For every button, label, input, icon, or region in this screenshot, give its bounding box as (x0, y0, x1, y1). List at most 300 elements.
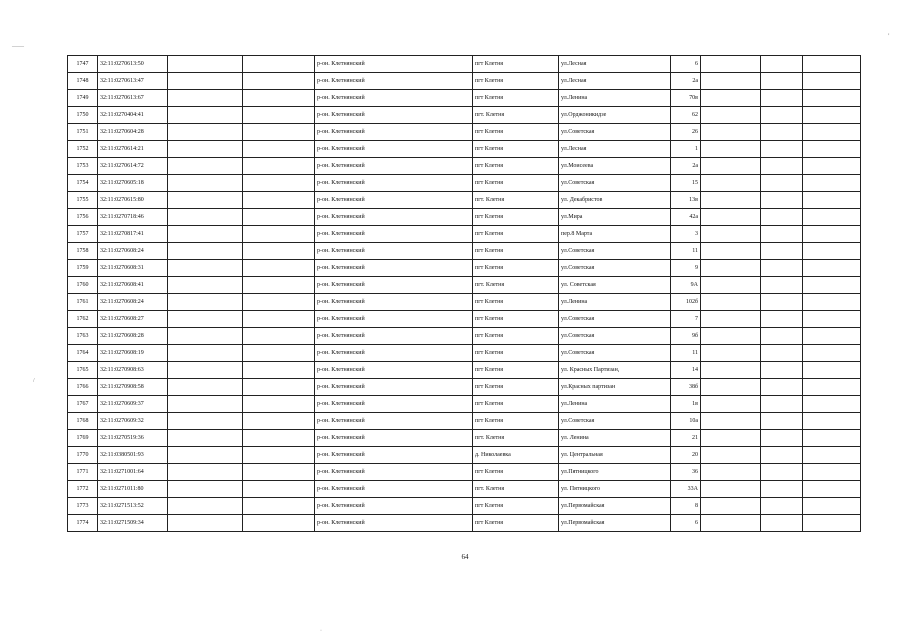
table-row (68, 56, 861, 73)
empty-cell (803, 73, 861, 90)
table-row (68, 243, 861, 260)
empty-cell (761, 481, 803, 498)
empty-cell (803, 447, 861, 464)
settlement-cell: пгт. Клетня (473, 430, 559, 447)
empty-cell (761, 243, 803, 260)
settlement-cell: пгт Клетня (473, 515, 559, 532)
district-cell: р-он. Клетнянский (315, 498, 473, 515)
street-cell: ул.Первомайская (559, 515, 671, 532)
cadastral-number-cell: 32:11:0270613:50 (98, 56, 168, 73)
street-cell: ул. Ленина (559, 430, 671, 447)
cadastral-number-cell: 32:11:0270718:46 (98, 209, 168, 226)
settlement-cell: пгт Клетня (473, 498, 559, 515)
empty-cell (803, 328, 861, 345)
row-number-cell: 1774 (68, 515, 98, 532)
empty-cell (243, 515, 315, 532)
district-cell: р-он. Клетнянский (315, 362, 473, 379)
empty-cell (761, 515, 803, 532)
table-body (68, 56, 861, 532)
house-number-cell: 11 (671, 243, 701, 260)
empty-cell (803, 515, 861, 532)
row-number-cell: 1759 (68, 260, 98, 277)
settlement-cell: пгт Клетня (473, 464, 559, 481)
settlement-cell: пгт Клетня (473, 396, 559, 413)
house-number-cell: 10а (671, 413, 701, 430)
district-cell: р-он. Клетнянский (315, 226, 473, 243)
street-cell: ул.Ленина (559, 294, 671, 311)
house-number-cell: 42a (671, 209, 701, 226)
district-cell: р-он. Клетнянский (315, 277, 473, 294)
settlement-cell: пгт Клетня (473, 141, 559, 158)
settlement-cell: пгт Клетня (473, 328, 559, 345)
empty-cell (761, 209, 803, 226)
settlement-cell: пгт Клетня (473, 226, 559, 243)
house-number-cell: 7 (671, 311, 701, 328)
empty-cell (168, 175, 243, 192)
table-row (68, 277, 861, 294)
table-row (68, 515, 861, 532)
row-number-cell: 1754 (68, 175, 98, 192)
cadastral-number-cell: 32:11:0270608:24 (98, 243, 168, 260)
district-cell: р-он. Клетнянский (315, 209, 473, 226)
house-number-cell: 2a (671, 73, 701, 90)
empty-cell (168, 73, 243, 90)
empty-cell (761, 277, 803, 294)
empty-cell (168, 311, 243, 328)
empty-cell (701, 362, 761, 379)
row-number-cell: 1762 (68, 311, 98, 328)
empty-cell (168, 226, 243, 243)
cadastral-number-cell: 32:11:0270608:28 (98, 328, 168, 345)
house-number-cell: 8 (671, 498, 701, 515)
district-cell: р-он. Клетнянский (315, 141, 473, 158)
street-cell: ул. Центральная (559, 447, 671, 464)
street-cell: ул.Советская (559, 243, 671, 260)
row-number-cell: 1761 (68, 294, 98, 311)
house-number-cell: 9 (671, 260, 701, 277)
cadastral-number-cell: 32:11:0380501:93 (98, 447, 168, 464)
empty-cell (243, 396, 315, 413)
district-cell: р-он. Клетнянский (315, 345, 473, 362)
district-cell: р-он. Клетнянский (315, 379, 473, 396)
house-number-cell: 1в (671, 396, 701, 413)
empty-cell (243, 345, 315, 362)
street-cell: ул.Первомайская (559, 498, 671, 515)
house-number-cell: 38б (671, 379, 701, 396)
district-cell: р-он. Клетнянский (315, 107, 473, 124)
house-number-cell: 6 (671, 515, 701, 532)
empty-cell (168, 379, 243, 396)
empty-cell (243, 430, 315, 447)
table-row (68, 175, 861, 192)
district-cell: р-он. Клетнянский (315, 447, 473, 464)
empty-cell (701, 243, 761, 260)
empty-cell (803, 158, 861, 175)
empty-cell (701, 260, 761, 277)
empty-cell (243, 260, 315, 277)
empty-cell (168, 481, 243, 498)
district-cell: р-он. Клетнянский (315, 464, 473, 481)
street-cell: ул.Ленина (559, 396, 671, 413)
district-cell: р-он. Клетнянский (315, 260, 473, 277)
cadastral-number-cell: 32:11:0270609:32 (98, 413, 168, 430)
house-number-cell: 33А (671, 481, 701, 498)
district-cell: р-он. Клетнянский (315, 294, 473, 311)
table-row (68, 192, 861, 209)
empty-cell (803, 430, 861, 447)
district-cell: р-он. Клетнянский (315, 73, 473, 90)
house-number-cell: 9А (671, 277, 701, 294)
table-row (68, 413, 861, 430)
street-cell: ул.Лесная (559, 73, 671, 90)
street-cell: пер.8 Марта (559, 226, 671, 243)
table-row (68, 328, 861, 345)
empty-cell (803, 141, 861, 158)
settlement-cell: пгт Клетня (473, 124, 559, 141)
cadastral-number-cell: 32:11:0270519:36 (98, 430, 168, 447)
empty-cell (243, 311, 315, 328)
empty-cell (243, 277, 315, 294)
cadastral-number-cell: 32:11:0270614:21 (98, 141, 168, 158)
empty-cell (243, 328, 315, 345)
empty-cell (803, 413, 861, 430)
house-number-cell: 14 (671, 362, 701, 379)
settlement-cell: пгт Клетня (473, 413, 559, 430)
empty-cell (243, 73, 315, 90)
street-cell: ул.Советская (559, 328, 671, 345)
empty-cell (803, 311, 861, 328)
empty-cell (803, 107, 861, 124)
empty-cell (243, 141, 315, 158)
district-cell: р-он. Клетнянский (315, 158, 473, 175)
table-row (68, 345, 861, 362)
empty-cell (243, 192, 315, 209)
empty-cell (761, 379, 803, 396)
cadastral-number-cell: 32:11:0270608:24 (98, 294, 168, 311)
district-cell: р-он. Клетнянский (315, 192, 473, 209)
empty-cell (803, 396, 861, 413)
page-number: 64 (461, 553, 469, 561)
table-row (68, 379, 861, 396)
empty-cell (701, 73, 761, 90)
house-number-cell: 21 (671, 430, 701, 447)
district-cell: р-он. Клетнянский (315, 124, 473, 141)
empty-cell (761, 141, 803, 158)
empty-cell (243, 175, 315, 192)
table-row (68, 396, 861, 413)
empty-cell (761, 362, 803, 379)
settlement-cell: пгт Клетня (473, 379, 559, 396)
empty-cell (243, 294, 315, 311)
settlement-cell: пгт Клетня (473, 345, 559, 362)
table-row (68, 464, 861, 481)
settlement-cell: пгт Клетня (473, 362, 559, 379)
settlement-cell: пгт Клетня (473, 294, 559, 311)
street-cell: ул.Мира (559, 209, 671, 226)
settlement-cell: пгт Клетня (473, 175, 559, 192)
empty-cell (761, 260, 803, 277)
empty-cell (761, 107, 803, 124)
house-number-cell: 2a (671, 158, 701, 175)
empty-cell (803, 464, 861, 481)
empty-cell (761, 90, 803, 107)
district-cell: р-он. Клетнянский (315, 56, 473, 73)
empty-cell (761, 175, 803, 192)
empty-cell (803, 56, 861, 73)
empty-cell (168, 260, 243, 277)
empty-cell (701, 158, 761, 175)
property-registry-table (67, 55, 861, 532)
empty-cell (243, 158, 315, 175)
table-row (68, 226, 861, 243)
cadastral-number-cell: 32:11:0270609:37 (98, 396, 168, 413)
empty-cell (701, 311, 761, 328)
row-number-cell: 1763 (68, 328, 98, 345)
empty-cell (761, 345, 803, 362)
empty-cell (168, 515, 243, 532)
table-row (68, 158, 861, 175)
empty-cell (243, 90, 315, 107)
stray-mark: / (33, 378, 35, 384)
empty-cell (701, 328, 761, 345)
row-number-cell: 1773 (68, 498, 98, 515)
row-number-cell: 1765 (68, 362, 98, 379)
district-cell: р-он. Клетнянский (315, 243, 473, 260)
street-cell: ул. Пятницкого (559, 481, 671, 498)
settlement-cell: пгт Клетня (473, 260, 559, 277)
empty-cell (803, 226, 861, 243)
empty-cell (803, 192, 861, 209)
empty-cell (803, 260, 861, 277)
table-row (68, 107, 861, 124)
row-number-cell: 1766 (68, 379, 98, 396)
settlement-cell: пгт. Клетня (473, 481, 559, 498)
empty-cell (243, 447, 315, 464)
settlement-cell: пгт. Клетня (473, 107, 559, 124)
cadastral-number-cell: 32:11:0270817:41 (98, 226, 168, 243)
district-cell: р-он. Клетнянский (315, 430, 473, 447)
table-row (68, 209, 861, 226)
cadastral-number-cell: 32:11:0270613:67 (98, 90, 168, 107)
street-cell: ул.Моисеева (559, 158, 671, 175)
stray-mark: · (320, 628, 322, 634)
empty-cell (168, 345, 243, 362)
settlement-cell: пгт. Клетня (473, 192, 559, 209)
row-number-cell: 1767 (68, 396, 98, 413)
empty-cell (168, 294, 243, 311)
empty-cell (168, 277, 243, 294)
empty-cell (168, 396, 243, 413)
cadastral-number-cell: 32:11:0271001:64 (98, 464, 168, 481)
empty-cell (243, 481, 315, 498)
district-cell: р-он. Клетнянский (315, 175, 473, 192)
empty-cell (803, 124, 861, 141)
empty-cell (761, 294, 803, 311)
row-number-cell: 1770 (68, 447, 98, 464)
settlement-cell: пгт Клетня (473, 158, 559, 175)
empty-cell (701, 226, 761, 243)
empty-cell (701, 379, 761, 396)
row-number-cell: 1748 (68, 73, 98, 90)
empty-cell (243, 498, 315, 515)
empty-cell (243, 413, 315, 430)
empty-cell (803, 175, 861, 192)
cadastral-number-cell: 32:11:0270908:63 (98, 362, 168, 379)
table-row (68, 124, 861, 141)
empty-cell (243, 209, 315, 226)
empty-cell (168, 362, 243, 379)
empty-cell (701, 124, 761, 141)
empty-cell (761, 56, 803, 73)
table-row (68, 90, 861, 107)
empty-cell (803, 362, 861, 379)
house-number-cell: 26 (671, 124, 701, 141)
row-number-cell: 1758 (68, 243, 98, 260)
row-number-cell: 1756 (68, 209, 98, 226)
row-number-cell: 1769 (68, 430, 98, 447)
table-row (68, 294, 861, 311)
empty-cell (168, 243, 243, 260)
empty-cell (701, 447, 761, 464)
cadastral-number-cell: 32:11:0270604:28 (98, 124, 168, 141)
empty-cell (168, 447, 243, 464)
cadastral-number-cell: 32:11:0270608:27 (98, 311, 168, 328)
cadastral-number-cell: 32:11:0271513:52 (98, 498, 168, 515)
house-number-cell: 20 (671, 447, 701, 464)
settlement-cell: пгт Клетня (473, 73, 559, 90)
settlement-cell: пгт Клетня (473, 311, 559, 328)
empty-cell (803, 498, 861, 515)
empty-cell (243, 56, 315, 73)
house-number-cell: 36 (671, 464, 701, 481)
house-number-cell: 6 (671, 56, 701, 73)
empty-cell (701, 277, 761, 294)
empty-cell (168, 209, 243, 226)
district-cell: р-он. Клетнянский (315, 515, 473, 532)
empty-cell (168, 328, 243, 345)
empty-cell (701, 345, 761, 362)
district-cell: р-он. Клетнянский (315, 396, 473, 413)
house-number-cell: 9б (671, 328, 701, 345)
row-number-cell: 1752 (68, 141, 98, 158)
empty-cell (243, 107, 315, 124)
empty-cell (701, 396, 761, 413)
table-row (68, 362, 861, 379)
district-cell: р-он. Клетнянский (315, 413, 473, 430)
cadastral-number-cell: 32:11:0270404:41 (98, 107, 168, 124)
empty-cell (701, 464, 761, 481)
house-number-cell: 70в (671, 90, 701, 107)
empty-cell (701, 107, 761, 124)
table-row (68, 260, 861, 277)
empty-cell (701, 481, 761, 498)
settlement-cell: пгт Клетня (473, 209, 559, 226)
empty-cell (168, 90, 243, 107)
cadastral-number-cell: 32:11:0271509:34 (98, 515, 168, 532)
empty-cell (761, 158, 803, 175)
street-cell: ул.Лесная (559, 141, 671, 158)
district-cell: р-он. Клетнянский (315, 311, 473, 328)
empty-cell (243, 379, 315, 396)
house-number-cell: 13в (671, 192, 701, 209)
house-number-cell: 62 (671, 107, 701, 124)
table-row (68, 73, 861, 90)
empty-cell (168, 413, 243, 430)
empty-cell (803, 243, 861, 260)
row-number-cell: 1757 (68, 226, 98, 243)
street-cell: ул.Советская (559, 413, 671, 430)
empty-cell (761, 192, 803, 209)
settlement-cell: д. Николаевка (473, 447, 559, 464)
empty-cell (761, 498, 803, 515)
cadastral-number-cell: 32:11:0270613:47 (98, 73, 168, 90)
empty-cell (701, 175, 761, 192)
table-row (68, 430, 861, 447)
street-cell: ул.Орджоникидзе (559, 107, 671, 124)
settlement-cell: пгт Клетня (473, 56, 559, 73)
empty-cell (701, 515, 761, 532)
cadastral-number-cell: 32:11:0270605:18 (98, 175, 168, 192)
empty-cell (168, 430, 243, 447)
table-row (68, 447, 861, 464)
street-cell: ул.Лесная (559, 56, 671, 73)
empty-cell (701, 90, 761, 107)
row-number-cell: 1749 (68, 90, 98, 107)
settlement-cell: пгт Клетня (473, 243, 559, 260)
street-cell: ул.Советская (559, 345, 671, 362)
row-number-cell: 1764 (68, 345, 98, 362)
table-row (68, 311, 861, 328)
stray-mark: —— (12, 44, 24, 50)
cadastral-number-cell: 32:11:0270608:31 (98, 260, 168, 277)
row-number-cell: 1771 (68, 464, 98, 481)
cadastral-number-cell: 32:11:0270614:72 (98, 158, 168, 175)
empty-cell (701, 141, 761, 158)
stray-mark: , (888, 30, 890, 36)
empty-cell (701, 56, 761, 73)
empty-cell (243, 226, 315, 243)
empty-cell (761, 226, 803, 243)
empty-cell (168, 192, 243, 209)
empty-cell (761, 328, 803, 345)
row-number-cell: 1750 (68, 107, 98, 124)
empty-cell (803, 345, 861, 362)
settlement-cell: пгт. Клетня (473, 277, 559, 294)
empty-cell (761, 413, 803, 430)
empty-cell (243, 362, 315, 379)
table-row (68, 141, 861, 158)
street-cell: ул. Советская (559, 277, 671, 294)
house-number-cell: 1 (671, 141, 701, 158)
street-cell: ул.Советская (559, 260, 671, 277)
empty-cell (761, 464, 803, 481)
row-number-cell: 1755 (68, 192, 98, 209)
table-row (68, 498, 861, 515)
street-cell: ул.Красных партизан (559, 379, 671, 396)
row-number-cell: 1747 (68, 56, 98, 73)
empty-cell (803, 379, 861, 396)
empty-cell (803, 294, 861, 311)
row-number-cell: 1760 (68, 277, 98, 294)
empty-cell (243, 243, 315, 260)
row-number-cell: 1751 (68, 124, 98, 141)
empty-cell (761, 430, 803, 447)
empty-cell (701, 294, 761, 311)
empty-cell (761, 447, 803, 464)
empty-cell (243, 124, 315, 141)
street-cell: ул.Пятницкого (559, 464, 671, 481)
empty-cell (701, 413, 761, 430)
